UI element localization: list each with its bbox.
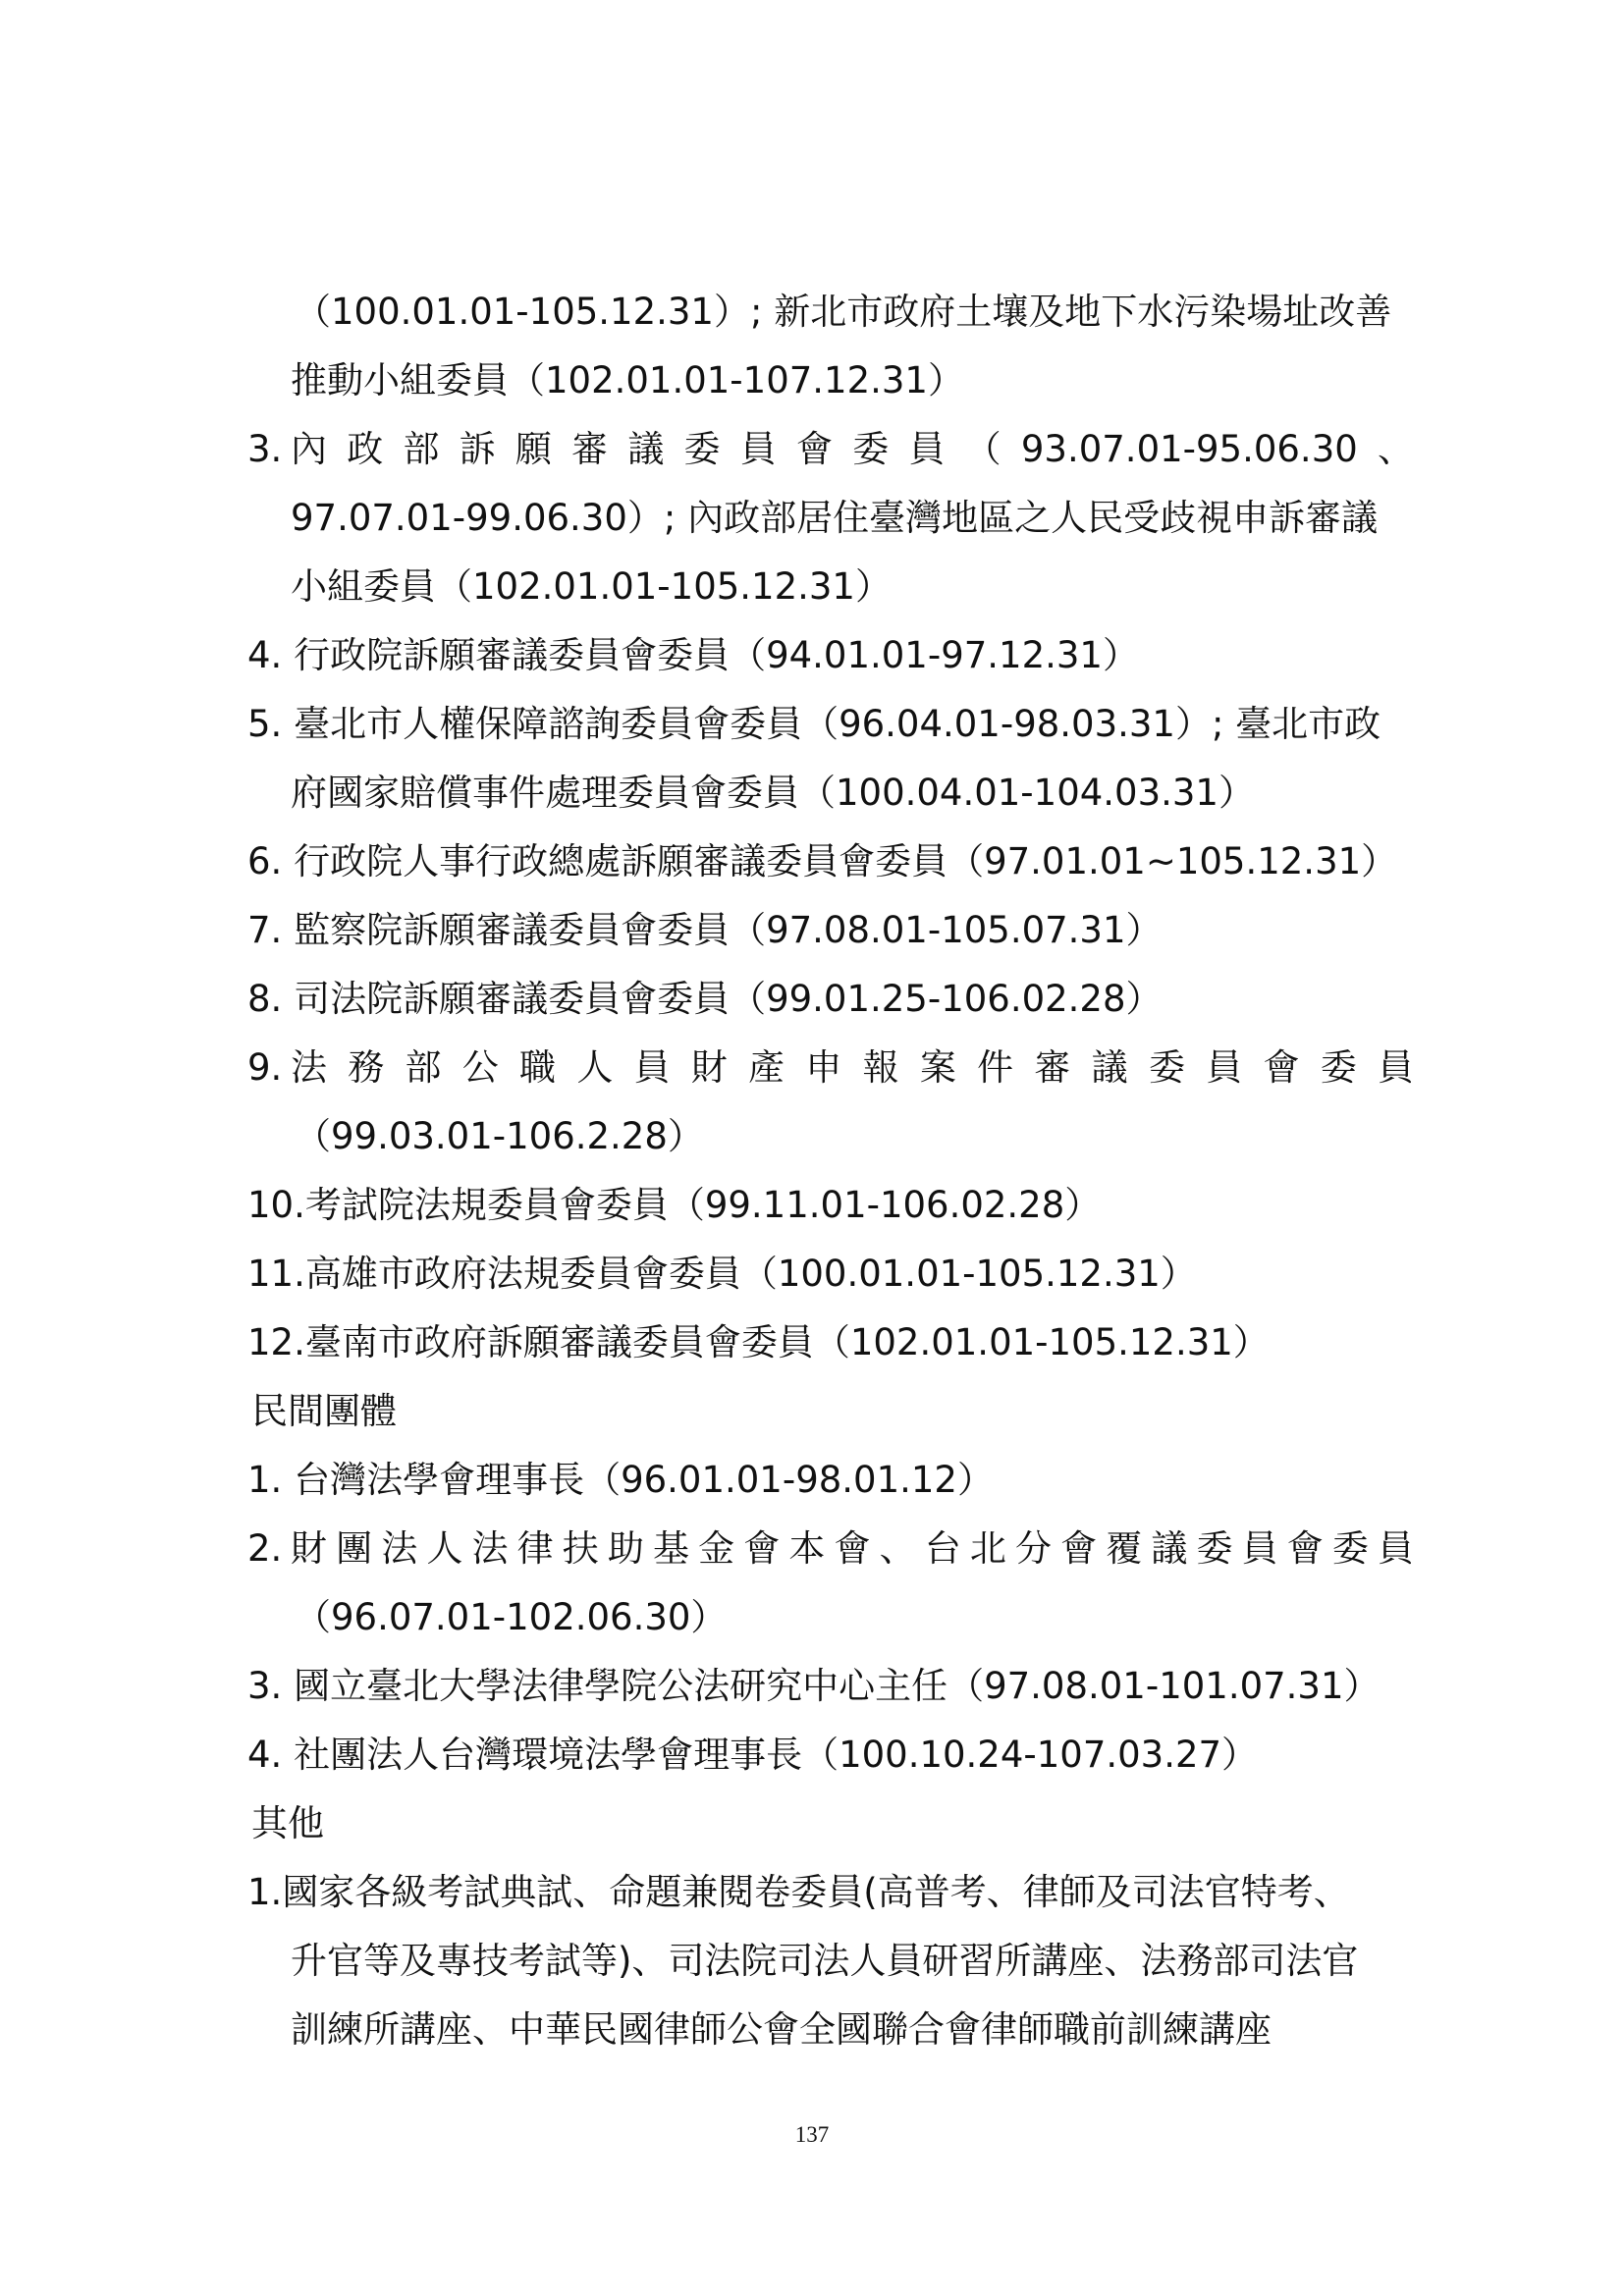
line-text: 府國家賠償事件處理委員會委員（100.04.01-104.03.31） [291, 772, 1255, 814]
list-item [247, 633, 1139, 678]
item-number: 2. [247, 1527, 283, 1570]
line-text: （99.03.01-106.2.28） [295, 1115, 704, 1157]
page-number: 137 [794, 2122, 830, 2147]
section-title: 民間團體 [251, 1390, 397, 1432]
list-item [247, 839, 1397, 884]
item-text: 行政院訴願審議委員會委員（94.01.01-97.12.31） [294, 634, 1139, 676]
line-text: （100.01.01-105.12.31）; 新北市政府土壤及地下水污染場址改善 [295, 291, 1392, 333]
text-line [291, 358, 964, 403]
item-number: 1. [247, 1459, 283, 1501]
item-text: 考試院法規委員會委員（99.11.01-106.02.28） [304, 1184, 1102, 1226]
item-number: 5. [247, 703, 283, 745]
list-item [247, 702, 1380, 747]
list-item [247, 1664, 1380, 1709]
item-text: 國家各級考試典試、命題兼閱卷委員(高普考、律師及司法官特考、 [282, 1871, 1350, 1913]
item-number: 6. [247, 840, 283, 882]
list-item-number [247, 1045, 282, 1091]
text-line [291, 564, 892, 610]
line-text: 升官等及專技考試等)、司法院司法人員研習所講座、法務部司法官 [291, 1940, 1359, 1982]
list-item [291, 427, 1414, 472]
list-item [247, 908, 1163, 953]
text-line [291, 2007, 1272, 2053]
item-text: 臺北市人權保障諮詢委員會委員（96.04.01-98.03.31）; 臺北市政 [294, 703, 1381, 745]
text-line [291, 1939, 1358, 1984]
list-item [247, 1183, 1101, 1228]
list-item [291, 1045, 1414, 1091]
item-text: 法務部公職人員財產申報案件審議委員會委員 [291, 1046, 1414, 1089]
item-text: 內政部訴願審議委員會委員（93.07.01-95.06.30、 [291, 428, 1414, 470]
line-text: （96.07.01-102.06.30） [295, 1596, 728, 1638]
item-text: 行政院人事行政總處訴願審議委員會委員（97.01.01~105.12.31） [294, 840, 1398, 882]
item-text: 台灣法學會理事長（96.01.01-98.01.12） [294, 1459, 994, 1501]
item-number: 10. [247, 1184, 305, 1226]
list-item-number [247, 1526, 282, 1572]
line-text: 訓練所講座、中華民國律師公會全國聯合會律師職前訓練講座 [291, 2008, 1272, 2051]
item-text: 司法院訴願審議委員會委員（99.01.25-106.02.28） [294, 978, 1163, 1020]
item-number: 3. [247, 428, 283, 470]
item-number: 8. [247, 978, 283, 1020]
list-item [247, 1320, 1270, 1365]
line-text: 小組委員（102.01.01-105.12.31） [291, 565, 892, 608]
item-text: 高雄市政府法規委員會委員（100.01.01-105.12.31） [304, 1253, 1197, 1295]
item-text: 社團法人台灣環境法學會理事長（100.10.24-107.03.27） [294, 1734, 1259, 1776]
list-item [247, 1733, 1258, 1778]
list-item [247, 1870, 1350, 1915]
section-heading [251, 1801, 324, 1846]
item-text: 財團法人法律扶助基金會本會、台北分會覆議委員會委員 [291, 1527, 1414, 1570]
section-title: 其他 [251, 1802, 324, 1844]
text-line [291, 496, 1378, 541]
item-number: 11. [247, 1253, 305, 1295]
item-number: 4. [247, 1734, 283, 1776]
list-item [291, 1526, 1414, 1572]
list-item-number [247, 427, 282, 472]
text-line [295, 1114, 704, 1159]
item-text: 監察院訴願審議委員會委員（97.08.01-105.07.31） [294, 909, 1163, 951]
line-text: 97.07.01-99.06.30）; 內政部居住臺灣地區之人民受歧視申訴審議 [291, 497, 1379, 539]
text-line [291, 771, 1255, 816]
text-line [295, 290, 1391, 335]
item-number: 12. [247, 1321, 305, 1363]
text-line [295, 1595, 727, 1640]
list-item [247, 977, 1163, 1022]
section-heading [251, 1389, 397, 1434]
item-text: 臺南市政府訴願審議委員會委員（102.01.01-105.12.31） [304, 1321, 1270, 1363]
item-number: 9. [247, 1046, 283, 1089]
item-number: 7. [247, 909, 283, 951]
item-number: 3. [247, 1665, 283, 1707]
line-text: 推動小組委員（102.01.01-107.12.31） [291, 359, 964, 401]
list-item [247, 1458, 994, 1503]
list-item [247, 1252, 1197, 1297]
item-text: 國立臺北大學法律學院公法研究中心主任（97.08.01-101.07.31） [294, 1665, 1380, 1707]
item-number: 1. [247, 1871, 283, 1913]
item-number: 4. [247, 634, 283, 676]
